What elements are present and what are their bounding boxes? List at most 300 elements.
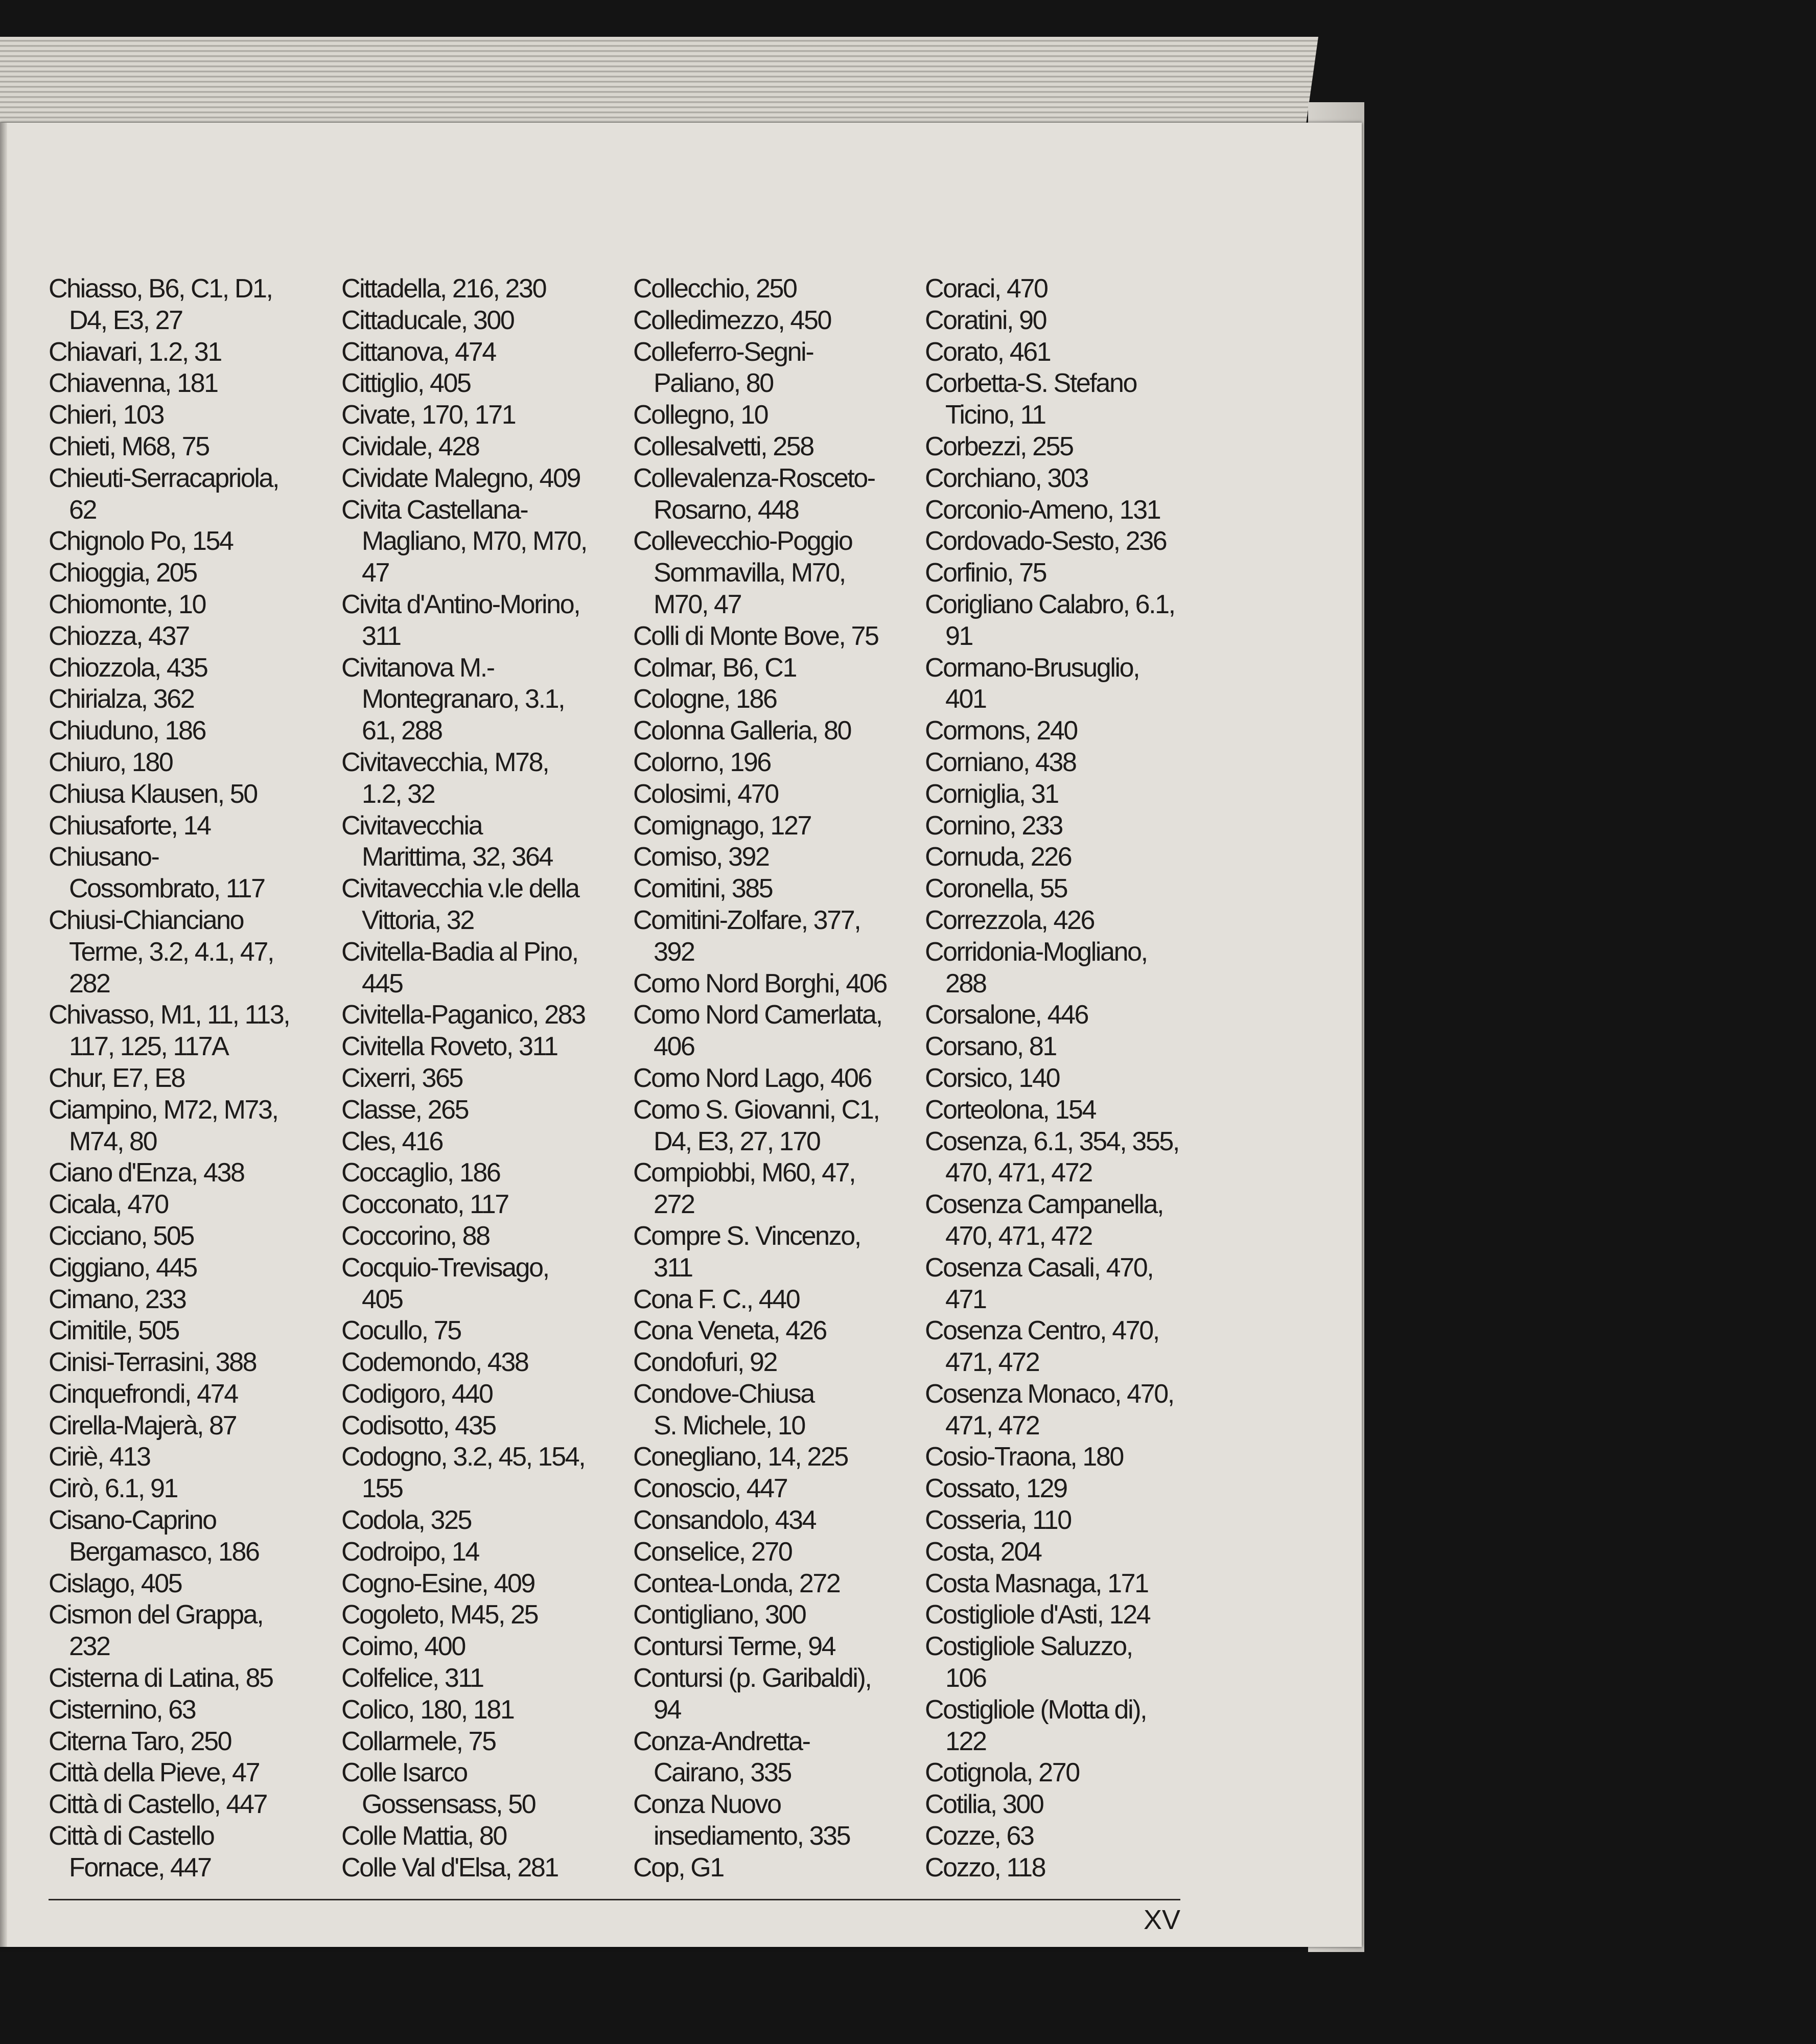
index-column-4 — [925, 273, 1211, 1884]
index-entry — [49, 1000, 335, 1063]
index-entry-continuation: Terme, 3.2, 4.1, 47, — [69, 937, 274, 967]
index-entry — [49, 526, 335, 558]
index-entry-text: Contigliano, 300 — [633, 1600, 806, 1630]
index-entry-continuation: 470, 471, 472 — [945, 1158, 1092, 1188]
index-entry — [49, 368, 335, 400]
index-entry — [925, 1537, 1211, 1568]
index-entry-text: Corridonia-Mogliano, — [925, 937, 1147, 967]
index-entry — [633, 1095, 919, 1158]
index-entry — [925, 1442, 1211, 1473]
index-entry — [633, 1379, 919, 1442]
index-entry-continuation: Rosarno, 448 — [654, 495, 799, 525]
index-entry-continuation: 311 — [362, 621, 401, 651]
index-entry-continuation: 311 — [654, 1252, 692, 1283]
index-entry — [49, 810, 335, 842]
index-entry — [633, 1505, 919, 1537]
index-entry — [925, 810, 1211, 842]
index-entry-text: Cicala, 470 — [49, 1190, 168, 1220]
index-entry-text: Coccaglio, 186 — [341, 1158, 500, 1188]
index-entry-text: Civitanova M.- — [341, 653, 494, 683]
index-entry — [49, 621, 335, 653]
index-entry — [49, 1726, 335, 1758]
index-entry-text: Codola, 325 — [341, 1505, 472, 1536]
index-entry — [925, 1031, 1211, 1063]
index-entry — [633, 1347, 919, 1379]
index-entry-text: Colle Val d'Elsa, 281 — [341, 1852, 558, 1883]
index-entry — [341, 495, 627, 589]
index-entry-text: Corsalone, 446 — [925, 1000, 1088, 1030]
index-entry-text: Cixerri, 365 — [341, 1063, 463, 1093]
index-entry — [341, 1347, 627, 1379]
index-entry — [341, 1031, 627, 1063]
footer-rule — [49, 1899, 1180, 1900]
index-entry-text: Cirò, 6.1, 91 — [49, 1474, 178, 1504]
index-entry-text: Cocconato, 117 — [341, 1190, 508, 1220]
index-entry-continuation: 282 — [69, 968, 110, 998]
index-entry-text: Contursi Terme, 94 — [633, 1632, 835, 1662]
index-entry — [633, 1663, 919, 1726]
index-entry — [633, 1631, 919, 1663]
index-entry — [633, 1063, 919, 1095]
index-entry — [341, 747, 627, 810]
index-entry-text: Civitella Roveto, 311 — [341, 1032, 557, 1062]
index-entry-text: Civitavecchia, M78, — [341, 747, 549, 777]
index-entry-text: Correzzola, 426 — [925, 905, 1095, 935]
index-entry-text: Conselice, 270 — [633, 1537, 792, 1567]
index-entry-text: Chiuro, 180 — [49, 747, 173, 777]
index-entry — [341, 1757, 627, 1821]
index-entry — [341, 1189, 627, 1221]
index-entry — [49, 431, 335, 463]
index-entry-continuation: D4, E3, 27, 170 — [654, 1126, 820, 1156]
index-entry-continuation: Paliano, 80 — [654, 368, 773, 399]
index-entry-text: Costigliole d'Asti, 124 — [925, 1600, 1150, 1630]
index-entry — [925, 1694, 1211, 1758]
index-entry-text: Classe, 265 — [341, 1095, 469, 1125]
index-entry — [925, 1315, 1211, 1379]
index-entry — [633, 779, 919, 810]
index-entry — [341, 1599, 627, 1631]
index-entry-continuation: 288 — [945, 968, 986, 998]
index-entry-continuation: 471, 472 — [945, 1348, 1039, 1378]
index-entry — [341, 1157, 627, 1189]
index-entry — [925, 1095, 1211, 1126]
index-entry-text: Ciggiano, 445 — [49, 1252, 197, 1283]
index-entry-continuation: 470, 471, 472 — [945, 1221, 1092, 1251]
index-entry-text: Contursi (p. Garibaldi), — [633, 1663, 871, 1693]
index-entry-text: Citerna Taro, 250 — [49, 1726, 231, 1756]
index-entry — [925, 653, 1211, 716]
index-entry — [633, 337, 919, 400]
index-entry — [341, 589, 627, 653]
index-entry-text: Chiuduno, 186 — [49, 716, 206, 746]
index-entry-text: Chiusa Klausen, 50 — [49, 779, 257, 809]
index-entry — [925, 1473, 1211, 1505]
index-entry-continuation: insediamento, 335 — [654, 1821, 850, 1851]
index-entry-text: Colleferro-Segni- — [633, 337, 813, 367]
index-entry — [633, 431, 919, 463]
index-entry-text: Colorno, 196 — [633, 747, 771, 777]
index-entry-text: Costigliole Saluzzo, — [925, 1632, 1132, 1662]
index-entry — [341, 463, 627, 495]
index-entry — [341, 431, 627, 463]
index-entry-text: Cisterna di Latina, 85 — [49, 1663, 273, 1693]
index-entry — [341, 1537, 627, 1568]
index-entry-text: Como S. Giovanni, C1, — [633, 1095, 879, 1125]
index-entry — [49, 653, 335, 684]
index-entry — [633, 810, 919, 842]
index-entry — [925, 937, 1211, 1000]
index-entry-text: Costigliole (Motta di), — [925, 1694, 1147, 1725]
index-entry — [633, 400, 919, 431]
index-column-1 — [49, 273, 335, 1884]
index-entry-text: Cormano-Brusuglio, — [925, 653, 1139, 683]
index-entry-text: Chiavenna, 181 — [49, 368, 218, 399]
index-entry-text: Conegliano, 14, 225 — [633, 1442, 848, 1472]
index-entry-continuation: 1.2, 32 — [362, 779, 435, 809]
index-entry-text: Colico, 180, 181 — [341, 1694, 514, 1725]
index-entry-text: Cinquefrondi, 474 — [49, 1379, 238, 1409]
index-entry — [633, 1442, 919, 1473]
index-entry — [925, 873, 1211, 905]
index-entry — [49, 684, 335, 715]
index-entry-continuation: M70, 47 — [654, 589, 741, 619]
index-entry — [633, 1599, 919, 1631]
index-entry — [49, 1505, 335, 1568]
index-entry-text: Chiasso, B6, C1, D1, — [49, 274, 272, 304]
index-entry — [633, 1473, 919, 1505]
index-entry-text: Cimitile, 505 — [49, 1316, 179, 1346]
index-entry — [341, 653, 627, 747]
index-entry-text: Civitavecchia — [341, 810, 482, 841]
index-entry-text: Corchiano, 303 — [925, 463, 1088, 493]
index-entry-text: Cittaducale, 300 — [341, 305, 514, 335]
index-entry — [633, 715, 919, 747]
index-entry — [925, 1789, 1211, 1821]
index-entry — [49, 1189, 335, 1221]
index-entry — [49, 715, 335, 747]
index-entry-text: Condove-Chiusa — [633, 1379, 814, 1409]
index-entry-text: Corteolona, 154 — [925, 1095, 1096, 1125]
index-entry — [341, 810, 627, 874]
index-entry-text: Collarmele, 75 — [341, 1726, 496, 1756]
index-entry — [633, 842, 919, 873]
index-entry — [341, 1726, 627, 1758]
index-entry — [633, 1852, 919, 1884]
index-entry — [341, 1410, 627, 1442]
index-entry — [633, 463, 919, 526]
index-entry-text: Corigliano Calabro, 6.1, — [925, 589, 1175, 619]
index-entry — [341, 1694, 627, 1726]
page-number: XV — [1143, 1904, 1180, 1935]
index-entry — [633, 653, 919, 684]
index-entry — [925, 558, 1211, 589]
index-entry — [49, 1568, 335, 1600]
index-entry — [49, 1663, 335, 1694]
index-entry-text: Como Nord Camerlata, — [633, 1000, 882, 1030]
index-entry-continuation: 272 — [654, 1190, 694, 1220]
index-entry-text: Cogno-Esine, 409 — [341, 1568, 534, 1598]
index-entry-text: Colle Isarco — [341, 1758, 467, 1788]
index-entry — [925, 368, 1211, 431]
index-entry — [925, 1631, 1211, 1694]
index-entry-text: Condofuri, 92 — [633, 1348, 777, 1378]
index-entry — [633, 273, 919, 305]
index-entry-text: Cosenza Casali, 470, — [925, 1252, 1153, 1283]
index-entry — [633, 747, 919, 779]
index-entry-text: Corniano, 438 — [925, 747, 1076, 777]
index-entry-continuation: M74, 80 — [69, 1126, 157, 1156]
index-entry — [49, 1442, 335, 1473]
index-entry-continuation: Cossombrato, 117 — [69, 874, 265, 904]
index-entry — [925, 1757, 1211, 1789]
index-entry — [341, 1000, 627, 1031]
index-entry-text: Cimano, 233 — [49, 1284, 186, 1314]
index-entry — [341, 1126, 627, 1158]
index-entry — [341, 1631, 627, 1663]
index-entry-text: Chieri, 103 — [49, 400, 164, 430]
index-entry-text: Cisano-Caprino — [49, 1505, 216, 1536]
index-entry-text: Cosenza Centro, 470, — [925, 1316, 1159, 1346]
index-entry — [341, 873, 627, 937]
index-entry-text: Coronella, 55 — [925, 874, 1067, 904]
index-entry-text: Cittanova, 474 — [341, 337, 496, 367]
index-entry-text: Città di Castello, 447 — [49, 1790, 267, 1820]
index-entry — [341, 1252, 627, 1316]
index-entry-continuation: 47 — [362, 558, 389, 588]
index-entry-text: Chiavari, 1.2, 31 — [49, 337, 221, 367]
index-entry — [341, 1221, 627, 1252]
index-entry-text: Chioggia, 205 — [49, 558, 197, 588]
index-entry — [925, 495, 1211, 526]
index-entry-text: Conza Nuovo — [633, 1790, 781, 1820]
index-entry-text: Contea-Londa, 272 — [633, 1568, 840, 1598]
index-entry-text: Città di Castello — [49, 1821, 214, 1851]
index-entry-text: Corfinio, 75 — [925, 558, 1046, 588]
index-entry-continuation: Montegranaro, 3.1, — [362, 684, 565, 714]
index-entry-text: Civitella-Paganico, 283 — [341, 1000, 585, 1030]
index-entry — [925, 305, 1211, 337]
index-entry-text: Cittiglio, 405 — [341, 368, 471, 399]
index-entry — [925, 1505, 1211, 1537]
index-entry-text: Cornuda, 226 — [925, 842, 1072, 872]
index-entry-text: Comiso, 392 — [633, 842, 769, 872]
index-entry-text: Chiusaforte, 14 — [49, 810, 211, 841]
index-entry-text: Civita Castellana- — [341, 495, 528, 525]
index-entry-continuation: Ticino, 11 — [945, 400, 1045, 430]
index-entry-text: Collecchio, 250 — [633, 274, 797, 304]
index-entry-text: Cislago, 405 — [49, 1568, 182, 1598]
index-entry — [633, 873, 919, 905]
index-entry-text: Cismon del Grappa, — [49, 1600, 263, 1630]
index-entry-text: Cicciano, 505 — [49, 1221, 194, 1251]
index-entry — [925, 337, 1211, 368]
index-entry-text: Chirialza, 362 — [49, 684, 194, 714]
index-entry — [925, 431, 1211, 463]
index-entry-text: Como Nord Lago, 406 — [633, 1063, 872, 1093]
index-entry — [633, 684, 919, 715]
index-entry — [49, 1347, 335, 1379]
index-entry-text: Chiomonte, 10 — [49, 589, 206, 619]
index-entry-text: Conoscio, 447 — [633, 1474, 787, 1504]
index-entry-text: Cornino, 233 — [925, 810, 1062, 841]
index-entry-text: Cisternino, 63 — [49, 1694, 196, 1725]
index-entry-text: Corniglia, 31 — [925, 779, 1058, 809]
index-entry — [49, 1157, 335, 1189]
index-entry-text: Como Nord Borghi, 406 — [633, 968, 887, 998]
index-entry-text: Conza-Andretta- — [633, 1726, 810, 1756]
index-entry-text: Coraci, 470 — [925, 274, 1047, 304]
index-entry — [633, 1568, 919, 1600]
index-entry-text: Codroipo, 14 — [341, 1537, 479, 1567]
index-entry — [633, 1726, 919, 1790]
index-entry-text: Ciano d'Enza, 438 — [49, 1158, 244, 1188]
index-entry-text: Cosenza, 6.1, 354, 355, — [925, 1126, 1179, 1156]
index-entry-text: Colmar, B6, C1 — [633, 653, 796, 683]
index-entry-text: Cona Veneta, 426 — [633, 1316, 826, 1346]
index-entry — [925, 526, 1211, 558]
index-entry — [925, 1189, 1211, 1252]
index-entry-continuation: 94 — [654, 1694, 681, 1725]
index-entry-text: Comignago, 127 — [633, 810, 811, 841]
index-entry-text: Comitini, 385 — [633, 874, 773, 904]
index-entry-text: Cozze, 63 — [925, 1821, 1034, 1851]
index-entry — [49, 1284, 335, 1316]
index-entry — [925, 1852, 1211, 1884]
index-entry — [49, 1252, 335, 1284]
index-entry — [341, 1505, 627, 1537]
index-entry — [925, 1063, 1211, 1095]
index-entry-continuation: Gossensass, 50 — [362, 1790, 536, 1820]
index-entry-continuation: Cairano, 335 — [654, 1758, 791, 1788]
index-entry-continuation: 445 — [362, 968, 403, 998]
index-entry — [925, 1379, 1211, 1442]
index-entry — [633, 1157, 919, 1221]
index-entry — [341, 1821, 627, 1852]
index-entry-text: Civita d'Antino-Morino, — [341, 589, 580, 619]
index-entry-text: Codisotto, 435 — [341, 1410, 496, 1441]
index-entry-text: Cosio-Traona, 180 — [925, 1442, 1123, 1472]
index-entry — [633, 526, 919, 620]
index-entry-text: Chiusi-Chianciano — [49, 905, 244, 935]
index-entry-text: Civitella-Badia al Pino, — [341, 937, 578, 967]
index-entry-text: Cosenza Monaco, 470, — [925, 1379, 1174, 1409]
index-entry — [341, 1568, 627, 1600]
index-entry — [49, 463, 335, 526]
index-entry — [633, 621, 919, 653]
index-entry-continuation: 232 — [69, 1632, 110, 1662]
index-entry — [341, 1442, 627, 1505]
index-entry — [341, 937, 627, 1000]
index-entry-text: Chiozza, 437 — [49, 621, 189, 651]
index-entry-continuation: Bergamasco, 186 — [69, 1537, 259, 1567]
index-entry — [341, 273, 627, 305]
index-entry-text: Coimo, 400 — [341, 1632, 465, 1662]
index-entry-text: Cocullo, 75 — [341, 1316, 461, 1346]
index-entry — [341, 400, 627, 431]
index-entry — [925, 1568, 1211, 1600]
index-entry-text: Codigoro, 440 — [341, 1379, 493, 1409]
index-entry — [633, 1315, 919, 1347]
index-entry-text: Cossato, 129 — [925, 1474, 1067, 1504]
index-entry-text: Cotignola, 270 — [925, 1758, 1079, 1788]
index-column-3 — [633, 273, 919, 1884]
index-entry-text: Chieuti-Serracapriola, — [49, 463, 279, 493]
index-entry-text: Codemondo, 438 — [341, 1348, 528, 1378]
index-entry — [633, 1000, 919, 1063]
index-entry — [341, 1379, 627, 1410]
index-entry — [341, 305, 627, 337]
index-entry — [49, 558, 335, 589]
index-column-2 — [341, 273, 627, 1884]
index-entry-text: Ciampino, M72, M73, — [49, 1095, 278, 1125]
index-entry-text: Chivasso, M1, 11, 113, — [49, 1000, 290, 1030]
index-entry — [49, 1789, 335, 1821]
index-entry-text: Consandolo, 434 — [633, 1505, 816, 1536]
index-entry — [341, 337, 627, 368]
index-entry — [633, 1537, 919, 1568]
index-entry-text: Cordovado-Sesto, 236 — [925, 526, 1167, 556]
index-entry — [49, 1315, 335, 1347]
index-entry-text: Ciriè, 413 — [49, 1442, 150, 1472]
index-entry-text: Colli di Monte Bove, 75 — [633, 621, 878, 651]
index-entry-text: Coccorino, 88 — [341, 1221, 490, 1251]
index-entry-text: Cologne, 186 — [633, 684, 777, 714]
index-entry-text: Corato, 461 — [925, 337, 1051, 367]
index-entry-text: Cividale, 428 — [341, 431, 479, 461]
index-entry-text: Cozzo, 118 — [925, 1852, 1045, 1883]
index-entry-text: Cotilia, 300 — [925, 1790, 1043, 1820]
index-entry — [49, 589, 335, 621]
index-entry — [925, 1821, 1211, 1852]
index-entry-text: Costa Masnaga, 171 — [925, 1568, 1148, 1598]
index-entry — [925, 747, 1211, 779]
index-entry-text: Cinisi-Terrasini, 388 — [49, 1348, 257, 1378]
book-gutter — [0, 123, 7, 1947]
index-entry — [49, 905, 335, 1000]
index-entry — [49, 1410, 335, 1442]
index-entry-continuation: 122 — [945, 1726, 986, 1756]
index-entry-text: Civate, 170, 171 — [341, 400, 516, 430]
index-entry — [925, 589, 1211, 653]
index-entry — [925, 1126, 1211, 1190]
index-entry-text: Cittadella, 216, 230 — [341, 274, 546, 304]
index-entry-text: Corconio-Ameno, 131 — [925, 495, 1160, 525]
index-entry-continuation: 471, 472 — [945, 1410, 1039, 1441]
index-entry-text: Codogno, 3.2, 45, 154, — [341, 1442, 585, 1472]
index-entry-continuation: 406 — [654, 1032, 694, 1062]
index-entry — [49, 779, 335, 810]
index-entry-text: Colosimi, 470 — [633, 779, 778, 809]
index-entry-continuation: 62 — [69, 495, 97, 525]
index-entry-continuation: 155 — [362, 1474, 403, 1504]
index-entry-continuation: 106 — [945, 1663, 986, 1693]
index-entry-text: Cirella-Majerà, 87 — [49, 1410, 237, 1441]
index-entry — [49, 1095, 335, 1158]
index-entry-text: Collegno, 10 — [633, 400, 768, 430]
index-entry-text: Cona F. C., 440 — [633, 1284, 800, 1314]
index-entry — [49, 1599, 335, 1663]
index-entry-text: Compre S. Vincenzo, — [633, 1221, 860, 1251]
index-entry — [925, 273, 1211, 305]
index-entry-text: Colle Mattia, 80 — [341, 1821, 506, 1851]
index-entry — [49, 1063, 335, 1095]
index-entry-continuation: Marittima, 32, 364 — [362, 842, 552, 872]
index-entry-text: Cop, G1 — [633, 1852, 724, 1883]
index-entry-continuation: 61, 288 — [362, 716, 442, 746]
index-entry — [49, 1221, 335, 1252]
index-entry-text: Civitavecchia v.le della — [341, 874, 579, 904]
